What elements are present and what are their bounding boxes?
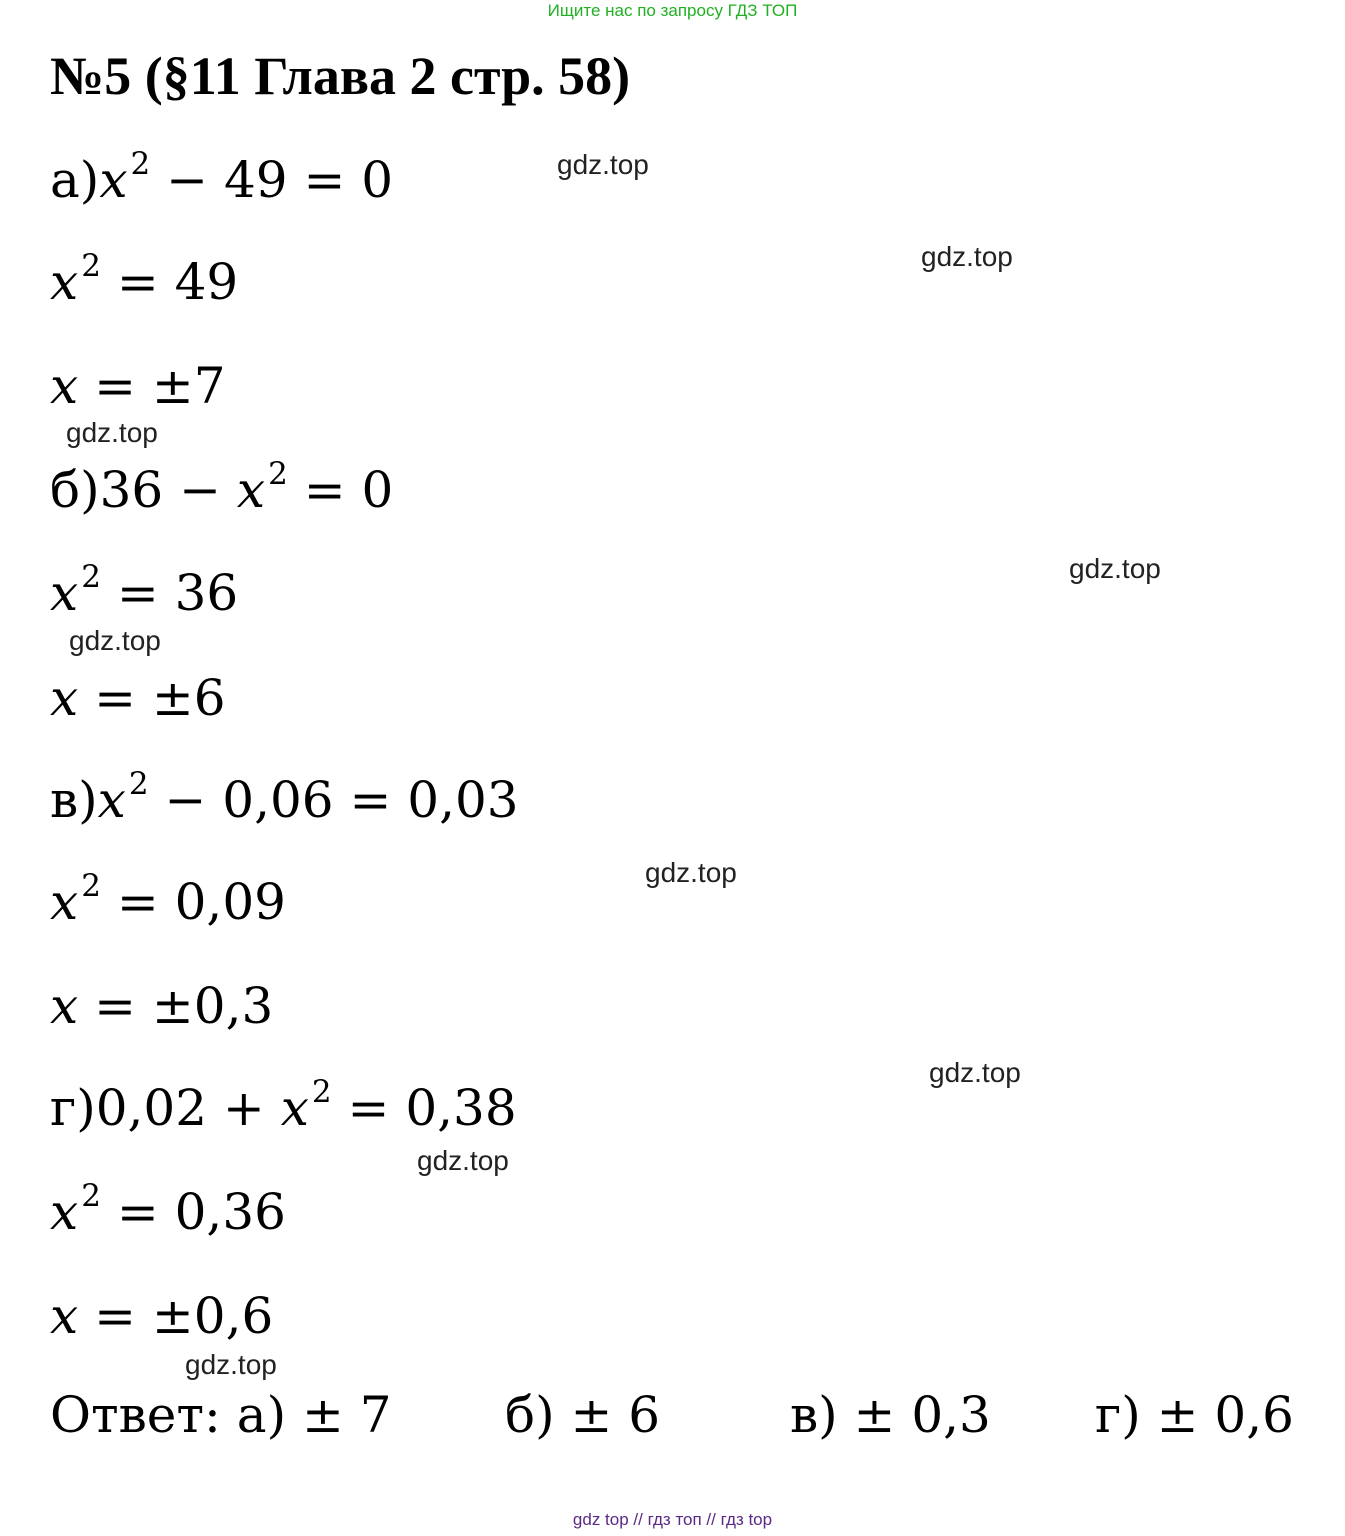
watermark: gdz.top <box>66 417 158 448</box>
equation-v-line-1: $в)x^2 - 0,06 = 0,03$ <box>50 765 519 829</box>
watermark: gdz.top <box>921 241 1013 272</box>
watermark: gdz.top <box>185 1349 277 1380</box>
watermark: gdz.top <box>557 149 649 180</box>
equation-g-line-3: x = ±0,6 <box>50 1287 274 1345</box>
footer-text: gdz top // гдз топ // гдз top <box>572 1510 773 1529</box>
watermark: gdz.top <box>417 1145 509 1176</box>
answer-v: в) ± 0,3 <box>790 1386 991 1444</box>
equation-v-line-3: x = ±0,3 <box>50 977 274 1035</box>
equation-b-line-1: $б)36 - x^2 = 0$ <box>50 455 394 519</box>
equation-v-line-2: $x^2 = 0,09$ <box>50 867 286 931</box>
watermark: gdz.top <box>645 857 737 888</box>
equation-a-line-2: $x^2 = 49$ <box>50 247 239 311</box>
top-banner: Ищите нас по запросу ГДЗ ТОП <box>547 1 798 20</box>
watermark: gdz.top <box>929 1057 1021 1088</box>
equation-a-line-3: x = ±7 <box>50 357 226 415</box>
answer-a: Ответ: а) ± 7 <box>50 1386 392 1444</box>
equation-g-line-2: $x^2 = 0,36$ <box>50 1177 286 1241</box>
watermark: gdz.top <box>1069 553 1161 584</box>
answer-b: б) ± 6 <box>505 1386 661 1444</box>
watermark: gdz.top <box>69 625 161 656</box>
equation-b-line-2: $x^2 = 36$ <box>50 558 239 622</box>
answer-g: г) ± 0,6 <box>1095 1386 1294 1444</box>
equation-g-line-1: $г)0,02 + x^2 = 0,38$ <box>50 1073 517 1137</box>
equation-a-line-1: $а)x^2 - 49 = 0$ <box>50 145 394 209</box>
equation-b-line-3: x = ±6 <box>50 669 226 727</box>
page-title: №5 (§11 Глава 2 стр. 58) <box>50 46 631 106</box>
